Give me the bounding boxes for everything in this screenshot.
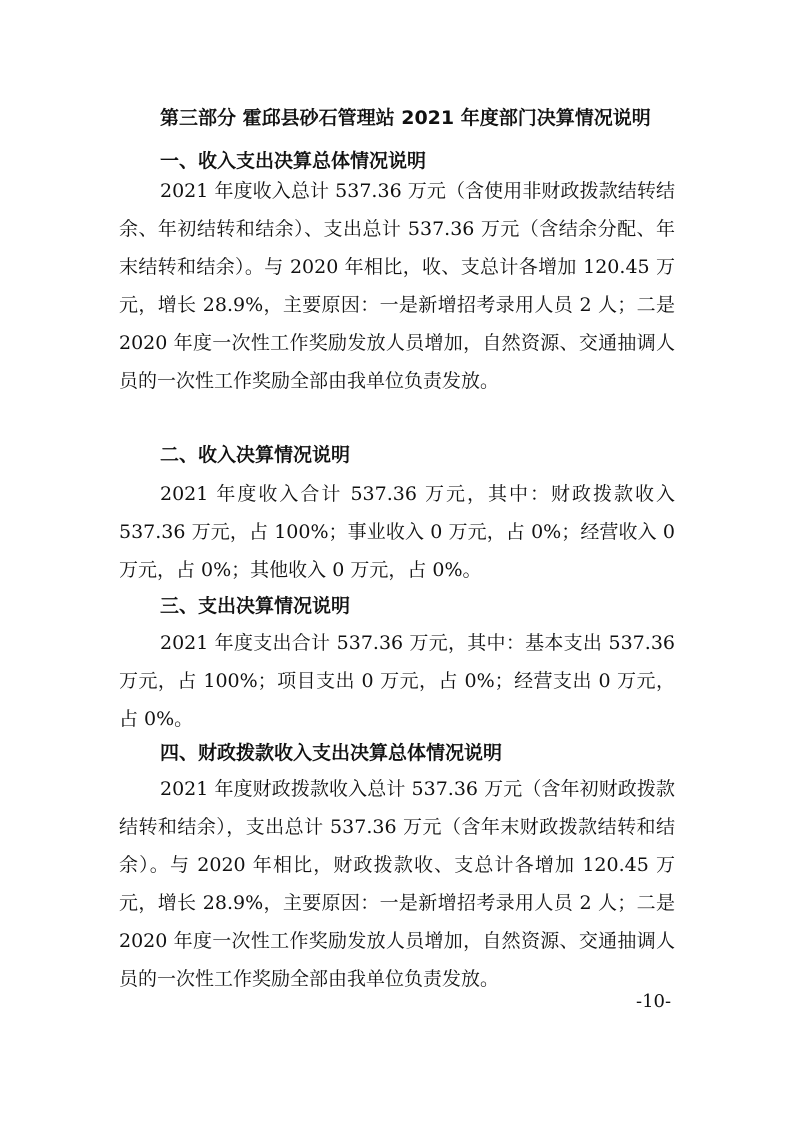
- section-body-1: 2021 年度收入总计 537.36 万元（含使用非财政拨款结转结余、年初结转和结余）、支出总计 537.36 万元（含结余分配、年末结转和结余）。与 2020 年相比，收、支总计各增加 120.45 万元，增长 28.9%，主要原因：一是新增招考录用人员 2 人；二是 2020 年度一次性工作奖励发放人员增加，自然资源、交通抽调人员的一次性工作奖励全部由我单位负责发放。: [119, 180, 675, 392]
- section-heading-3: 三、支出决算情况说明: [160, 595, 351, 617]
- section-body-2: 2021 年度收入合计 537.36 万元，其中：财政拨款收入 537.36 万元，占 100%；事业收入 0 万元，占 0%；经营收入 0 万元，占 0%；其他收入 0 万元，占 0%。: [119, 483, 675, 581]
- page-number: -10-: [636, 991, 672, 1012]
- document-title: 第三部分 霍邱县砂石管理站 2021 年度部门决算情况说明: [160, 107, 651, 129]
- section-heading-2: 二、收入决算情况说明: [160, 444, 351, 466]
- section-body-4: 2021 年度财政拨款收入总计 537.36 万元（含年初财政拨款结转和结余），支出总计 537.36 万元（含年末财政拨款结转和结余）。与 2020 年相比，财政拨款收、支总计各增加 120.45 万元，增长 28.9%，主要原因：一是新增招考录用人员 2 人；二是 2020 年度一次性工作奖励发放人员增加，自然资源、交通抽调人员的一次性工作奖励全部由我单位负责发放。: [119, 778, 675, 990]
- section-heading-4: 四、财政拨款收入支出决算总体情况说明: [160, 742, 503, 764]
- section-heading-1: 一、收入支出决算总体情况说明: [160, 150, 427, 172]
- section-body-3: 2021 年度支出合计 537.36 万元，其中：基本支出 537.36 万元，占 100%；项目支出 0 万元，占 0%；经营支出 0 万元，占 0%。: [119, 632, 675, 730]
